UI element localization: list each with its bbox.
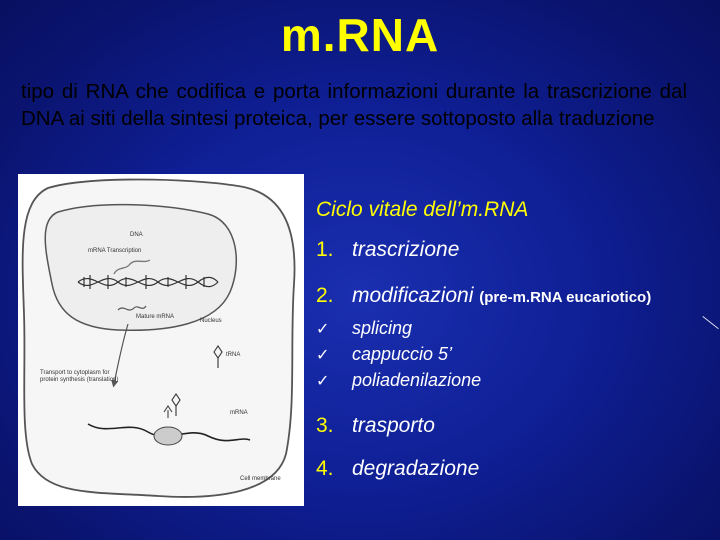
cell-membrane-label: Cell membrane [240,476,281,482]
check-icon: ✓ [316,373,330,390]
item-note: (pre-m.RNA eucariotico) [479,289,652,306]
mature-mrna-label: Mature mRNA [136,314,175,320]
nucleus-label: Nucleus [200,318,222,324]
nucleus-outline [45,205,236,331]
mrna-lifecycle-figure [18,174,304,506]
list-item [316,457,479,481]
item-label: degradazione [352,457,480,480]
sub-item [316,370,481,391]
sub-item [316,344,452,365]
transcription-label: mRNA Transcription [88,248,142,254]
item-number: 3. [316,414,334,437]
list-item [316,414,435,438]
trna-label: tRNA [226,352,241,358]
item-label: modificazioni [352,284,474,307]
cell-diagram [18,174,304,506]
mrna-label: mRNA [230,410,248,416]
intro-paragraph: tipo di RNA che codifica e porta informazioni durante la trascrizione dal DNA ai siti della sintesi proteica, per essere sottoposto alla traduzione [21,80,687,130]
list-item [316,284,651,308]
decorative-line [702,316,718,329]
item-number: 2. [316,284,334,307]
item-number: 1. [316,238,334,261]
check-icon: ✓ [316,347,330,364]
ribosome [154,427,182,445]
lifecycle-title: Ciclo vitale dell’m.RNA [316,198,529,221]
sub-item-label: poliadenilazione [352,370,482,390]
sub-item-label: splicing [352,318,413,338]
dna-label: DNA [130,232,143,238]
list-item [316,238,459,262]
sub-item [316,318,412,339]
sub-item-label: cappuccio 5’ [352,344,453,364]
item-label: trasporto [352,414,435,437]
check-icon: ✓ [316,321,330,338]
slide-title: m.RNA [280,9,440,61]
item-number: 4. [316,457,334,480]
item-label: trascrizione [352,238,460,261]
transport-label: Transport to cytoplasm for protein synthesis (translation) [40,370,119,383]
